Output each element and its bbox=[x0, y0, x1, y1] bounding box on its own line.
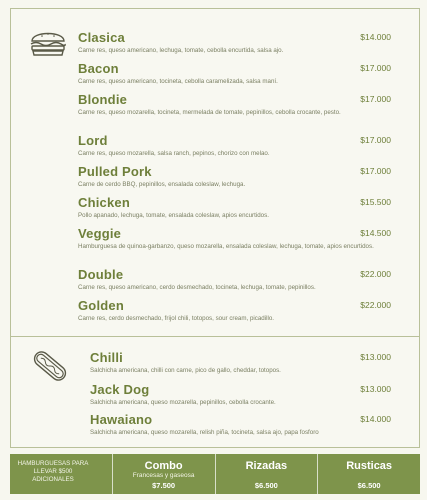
rusticas-title: Rusticas bbox=[346, 460, 393, 472]
item-description: Carne res, queso mozarella, tocineta, mermelada de tomate, pepinillos, cebolla crocante, pesto. bbox=[78, 109, 341, 116]
item-price: $22.000 bbox=[360, 269, 391, 279]
rizadas-price: $6.500 bbox=[254, 481, 278, 490]
rusticas-price: $6.500 bbox=[357, 481, 381, 490]
takeaway-note-cell bbox=[10, 454, 113, 494]
takeaway-note: HAMBURGUESAS PARA LLEVAR $500 ADICIONALES bbox=[17, 460, 89, 483]
item-price: $17.000 bbox=[360, 63, 391, 73]
item-price: $13.000 bbox=[360, 384, 391, 394]
combo-subtitle: Francesas y gaseosa bbox=[132, 472, 195, 479]
item-price: $17.000 bbox=[360, 166, 391, 176]
item-name: Chicken bbox=[78, 195, 130, 210]
item-price: $14.500 bbox=[360, 228, 391, 238]
item-name: Chilli bbox=[90, 350, 123, 365]
combo-price: $7.500 bbox=[152, 481, 176, 490]
item-name: Veggie bbox=[78, 226, 122, 241]
item-description: Carne res, queso americano, tocineta, cebolla caramelizada, salsa maní. bbox=[78, 78, 278, 85]
item-name: Jack Dog bbox=[90, 382, 150, 397]
item-description: Carne res, queso mozarella, salsa ranch, pepinos, chorizo con melao. bbox=[78, 150, 270, 157]
item-description: Salchicha americana, queso mozarella, pepinillos, cebolla crocante. bbox=[90, 399, 276, 406]
rusticas-cell bbox=[318, 454, 420, 494]
item-price: $17.000 bbox=[360, 135, 391, 145]
combo-cell bbox=[113, 454, 216, 494]
item-description: Pollo apanado, lechuga, tomate, ensalada coleslaw, apios encurtidos. bbox=[78, 212, 269, 219]
item-price: $17.000 bbox=[360, 94, 391, 104]
item-description: Carne res, queso americano, lechuga, tomate, cebolla encurtida, salsa ajo. bbox=[78, 47, 284, 54]
item-name: Lord bbox=[78, 133, 108, 148]
item-description: Salchicha americana, queso mozarella, relish piña, tocineta, salsa ajo, papa fosforo bbox=[90, 429, 319, 436]
combo-title: Combo bbox=[144, 460, 183, 472]
hotdog-icon bbox=[30, 347, 70, 385]
section-divider bbox=[10, 336, 420, 337]
item-description: Hamburguesa de quinoa-garbanzo, queso mozarella, ensalada coleslaw, lechuga, tomate, apios encurtidos. bbox=[78, 243, 374, 250]
item-price: $14.000 bbox=[360, 32, 391, 42]
item-name: Double bbox=[78, 267, 124, 282]
item-name: Pulled Pork bbox=[78, 164, 152, 179]
item-name: Bacon bbox=[78, 61, 119, 76]
sides-bar bbox=[10, 454, 420, 494]
item-name: Golden bbox=[78, 298, 124, 313]
rizadas-title: Rizadas bbox=[245, 460, 288, 472]
item-description: Carne res, queso americano, cerdo desmechado, tocineta, lechuga, tomate, pepinillos. bbox=[78, 284, 316, 291]
item-price: $22.000 bbox=[360, 300, 391, 310]
item-price: $15.500 bbox=[360, 197, 391, 207]
item-price: $14.000 bbox=[360, 414, 391, 424]
item-description: Carne res, cerdo desmechado, frijol chili, totopos, sour cream, picadillo. bbox=[78, 315, 275, 322]
item-price: $13.000 bbox=[360, 352, 391, 362]
item-name: Clasica bbox=[78, 30, 125, 45]
item-name: Blondie bbox=[78, 92, 128, 107]
item-description: Salchicha americana, chilli con carne, pico de gallo, cheddar, totopos. bbox=[90, 367, 281, 374]
rizadas-cell bbox=[216, 454, 319, 494]
item-name: Hawaiano bbox=[90, 412, 153, 427]
item-description: Carne de cerdo BBQ, pepinillos, ensalada coleslaw, lechuga. bbox=[78, 181, 246, 188]
burger-icon bbox=[28, 28, 68, 58]
